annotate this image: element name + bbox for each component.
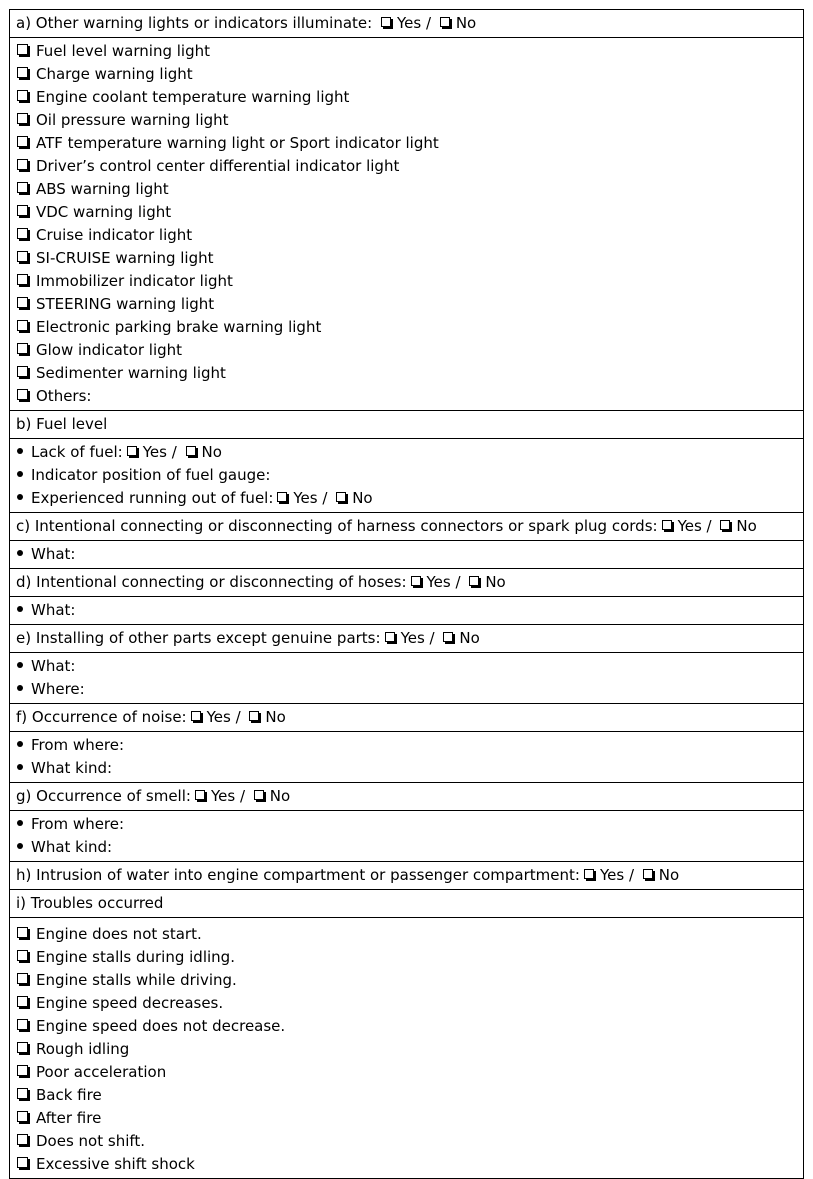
no-checkbox[interactable] (643, 869, 653, 879)
separator: / (166, 443, 182, 461)
checkbox-icon[interactable] (17, 1157, 28, 1168)
yes-checkbox[interactable] (191, 711, 201, 721)
section-c-header (10, 513, 804, 541)
warning-light-option-label: ABS warning light (36, 180, 169, 198)
no-checkbox[interactable] (440, 17, 450, 27)
bullet-icon (17, 606, 23, 612)
bullet-icon (17, 471, 23, 477)
checkbox-icon[interactable] (17, 1065, 28, 1076)
trouble-option-label: Excessive shift shock (36, 1155, 195, 1173)
separator: / (421, 14, 436, 32)
checkbox-icon[interactable] (17, 343, 28, 354)
trouble-option-label: Poor acceleration (36, 1063, 167, 1081)
bullet-icon (17, 494, 23, 500)
section-b-title: b) Fuel level (16, 415, 108, 433)
from-where-label: From where: (31, 736, 125, 754)
section-h-header (10, 862, 804, 890)
what-label: What: (31, 601, 76, 619)
diagnosis-checklist-table (9, 9, 804, 1179)
trouble-option-label: Does not shift. (36, 1132, 146, 1150)
yes-label: Yes (293, 489, 318, 507)
yes-label: Yes (400, 629, 425, 647)
no-checkbox[interactable] (443, 632, 453, 642)
yes-checkbox[interactable] (584, 869, 594, 879)
trouble-option[interactable] (16, 1107, 797, 1130)
fuel-gauge-position-label: Indicator position of fuel gauge: (31, 466, 271, 484)
trouble-option[interactable] (16, 923, 797, 946)
trouble-option-label: After fire (36, 1109, 102, 1127)
section-c-details (10, 541, 804, 569)
warning-light-option-label: ATF temperature warning light or Sport indicator light (36, 134, 439, 152)
no-checkbox[interactable] (254, 790, 264, 800)
what-label: What: (31, 657, 76, 675)
checkbox-icon[interactable] (17, 274, 28, 285)
troubles-list (10, 918, 804, 1179)
yes-checkbox[interactable] (411, 576, 421, 586)
section-i-header (10, 890, 804, 918)
section-h-title: h) Intrusion of water into engine compartment or passenger compartment: (16, 866, 580, 884)
where-row (16, 678, 797, 701)
section-e-details (10, 653, 804, 704)
no-checkbox[interactable] (249, 711, 259, 721)
checkbox-icon[interactable] (17, 251, 28, 262)
what-kind-row (16, 836, 797, 859)
bullet-icon (17, 820, 23, 826)
trouble-option-label: Engine speed decreases. (36, 994, 224, 1012)
trouble-option[interactable] (16, 1084, 797, 1107)
checkbox-icon[interactable] (17, 159, 28, 170)
warning-light-option[interactable] (16, 40, 797, 63)
warning-light-option-label: Electronic parking brake warning light (36, 318, 322, 336)
section-d-details (10, 597, 804, 625)
section-g-details (10, 811, 804, 862)
from-where-row (16, 734, 797, 757)
trouble-option[interactable] (16, 1038, 797, 1061)
section-g-title: g) Occurrence of smell: (16, 787, 191, 805)
warning-light-option[interactable] (16, 316, 797, 339)
warning-light-option[interactable] (16, 362, 797, 385)
separator: / (424, 629, 440, 647)
section-g-header (10, 783, 804, 811)
checkbox-icon[interactable] (17, 113, 28, 124)
warning-light-option-label: Engine coolant temperature warning light (36, 88, 350, 106)
what-label: What: (31, 545, 76, 563)
yes-checkbox[interactable] (277, 492, 287, 502)
separator: / (450, 573, 466, 591)
checkbox-icon[interactable] (17, 44, 28, 55)
warning-light-option-label: Cruise indicator light (36, 226, 193, 244)
warning-light-option[interactable] (16, 224, 797, 247)
yes-label: Yes (142, 443, 167, 461)
warning-light-option[interactable] (16, 86, 797, 109)
no-checkbox[interactable] (336, 492, 346, 502)
warning-light-option[interactable] (16, 155, 797, 178)
checkbox-icon[interactable] (17, 1111, 28, 1122)
yes-checkbox[interactable] (381, 17, 391, 27)
bullet-icon (17, 764, 23, 770)
no-label: No (352, 489, 373, 507)
section-a-title: a) Other warning lights or indicators illuminate: (16, 14, 373, 32)
from-where-label: From where: (31, 815, 125, 833)
warning-light-option[interactable] (16, 201, 797, 224)
section-f-header (10, 704, 804, 732)
lack-of-fuel-row (16, 441, 797, 464)
warning-light-option[interactable] (16, 270, 797, 293)
no-label: No (658, 866, 680, 884)
yes-label: Yes (677, 517, 702, 535)
trouble-option-label: Engine does not start. (36, 925, 202, 943)
bullet-icon (17, 843, 23, 849)
trouble-option-label: Rough idling (36, 1040, 130, 1058)
separator: / (317, 489, 333, 507)
bullet-icon (17, 550, 23, 556)
section-a-header (10, 10, 804, 38)
no-checkbox[interactable] (720, 520, 730, 530)
checkbox-icon[interactable] (17, 1134, 28, 1145)
section-i-title: i) Troubles occurred (16, 894, 164, 912)
section-d-header (10, 569, 804, 597)
what-row (16, 655, 797, 678)
checkbox-icon[interactable] (17, 1088, 28, 1099)
no-label: No (459, 629, 480, 647)
checkbox-icon[interactable] (17, 320, 28, 331)
warning-light-option[interactable] (16, 339, 797, 362)
trouble-option[interactable] (16, 1015, 797, 1038)
trouble-option[interactable] (16, 1153, 797, 1176)
yes-label: Yes (426, 573, 451, 591)
warning-light-option-label: Others: (36, 387, 92, 405)
trouble-option-label: Engine speed does not decrease. (36, 1017, 286, 1035)
trouble-option[interactable] (16, 946, 797, 969)
checkbox-icon[interactable] (17, 366, 28, 377)
checkbox-icon[interactable] (17, 67, 28, 78)
bullet-icon (17, 741, 23, 747)
trouble-option[interactable] (16, 1130, 797, 1153)
section-c-title: c) Intentional connecting or disconnecting of harness connectors or spark plug cords: (16, 517, 658, 535)
yes-label: Yes (599, 866, 625, 884)
separator: / (701, 517, 717, 535)
checkbox-icon[interactable] (17, 182, 28, 193)
warning-light-option-label: Oil pressure warning light (36, 111, 229, 129)
what-row (16, 543, 797, 566)
trouble-option-label: Engine stalls while driving. (36, 971, 237, 989)
no-label: No (736, 517, 757, 535)
warning-lights-list (10, 38, 804, 411)
warning-light-option-label: VDC warning light (36, 203, 172, 221)
warning-light-option-label: Immobilizer indicator light (36, 272, 233, 290)
no-checkbox[interactable] (469, 576, 479, 586)
checkbox-icon[interactable] (17, 136, 28, 147)
no-label: No (485, 573, 506, 591)
checkbox-icon[interactable] (17, 927, 28, 938)
separator: / (235, 787, 250, 805)
checkbox-icon[interactable] (17, 996, 28, 1007)
warning-light-option[interactable] (16, 63, 797, 86)
checkbox-icon[interactable] (17, 90, 28, 101)
warning-light-option[interactable] (16, 385, 797, 408)
separator: / (230, 708, 246, 726)
fuel-level-details (10, 439, 804, 513)
warning-light-option[interactable] (16, 293, 797, 316)
lack-of-fuel-label: Lack of fuel: (31, 443, 123, 461)
trouble-option[interactable] (16, 1061, 797, 1084)
what-kind-label: What kind: (31, 759, 113, 777)
from-where-row (16, 813, 797, 836)
warning-light-option[interactable] (16, 132, 797, 155)
no-checkbox[interactable] (186, 446, 196, 456)
bullet-icon (17, 685, 23, 691)
section-d-title: d) Intentional connecting or disconnecting of hoses: (16, 573, 407, 591)
trouble-option[interactable] (16, 992, 797, 1015)
warning-light-option[interactable] (16, 247, 797, 270)
yes-checkbox[interactable] (385, 632, 395, 642)
trouble-option[interactable] (16, 969, 797, 992)
bullet-icon (17, 448, 23, 454)
trouble-option-label: Back fire (36, 1086, 102, 1104)
section-f-details (10, 732, 804, 783)
section-e-title: e) Installing of other parts except genuine parts: (16, 629, 381, 647)
ran-out-of-fuel-label: Experienced running out of fuel: (31, 489, 274, 507)
warning-light-option[interactable] (16, 109, 797, 132)
checkbox-icon[interactable] (17, 389, 28, 400)
trouble-option-label: Engine stalls during idling. (36, 948, 235, 966)
section-b-header (10, 411, 804, 439)
yes-checkbox[interactable] (127, 446, 137, 456)
yes-label: Yes (206, 708, 231, 726)
where-label: Where: (31, 680, 85, 698)
section-e-header (10, 625, 804, 653)
checkbox-icon[interactable] (17, 950, 28, 961)
no-label: No (269, 787, 291, 805)
bullet-icon (17, 662, 23, 668)
separator: / (624, 866, 639, 884)
ran-out-of-fuel-row (16, 487, 797, 510)
checkbox-icon[interactable] (17, 973, 28, 984)
warning-light-option-label: Charge warning light (36, 65, 193, 83)
checkbox-icon[interactable] (17, 297, 28, 308)
what-kind-row (16, 757, 797, 780)
yes-checkbox[interactable] (662, 520, 672, 530)
warning-light-option-label: Driver’s control center differential indicator light (36, 157, 400, 175)
yes-label: Yes (210, 787, 236, 805)
warning-light-option-label: Sedimenter warning light (36, 364, 226, 382)
what-row (16, 599, 797, 622)
warning-light-option-label: SI-CRUISE warning light (36, 249, 214, 267)
yes-label: Yes (397, 14, 422, 32)
warning-light-option[interactable] (16, 178, 797, 201)
checkbox-icon[interactable] (17, 205, 28, 216)
yes-checkbox[interactable] (195, 790, 205, 800)
warning-light-option-label: Fuel level warning light (36, 42, 210, 60)
checkbox-icon[interactable] (17, 1042, 28, 1053)
warning-light-option-label: Glow indicator light (36, 341, 183, 359)
no-label: No (201, 443, 222, 461)
fuel-gauge-position-row (16, 464, 797, 487)
section-f-title: f) Occurrence of noise: (16, 708, 187, 726)
checkbox-icon[interactable] (17, 228, 28, 239)
no-label: No (265, 708, 286, 726)
checkbox-icon[interactable] (17, 1019, 28, 1030)
what-kind-label: What kind: (31, 838, 113, 856)
no-label: No (455, 14, 477, 32)
warning-light-option-label: STEERING warning light (36, 295, 215, 313)
